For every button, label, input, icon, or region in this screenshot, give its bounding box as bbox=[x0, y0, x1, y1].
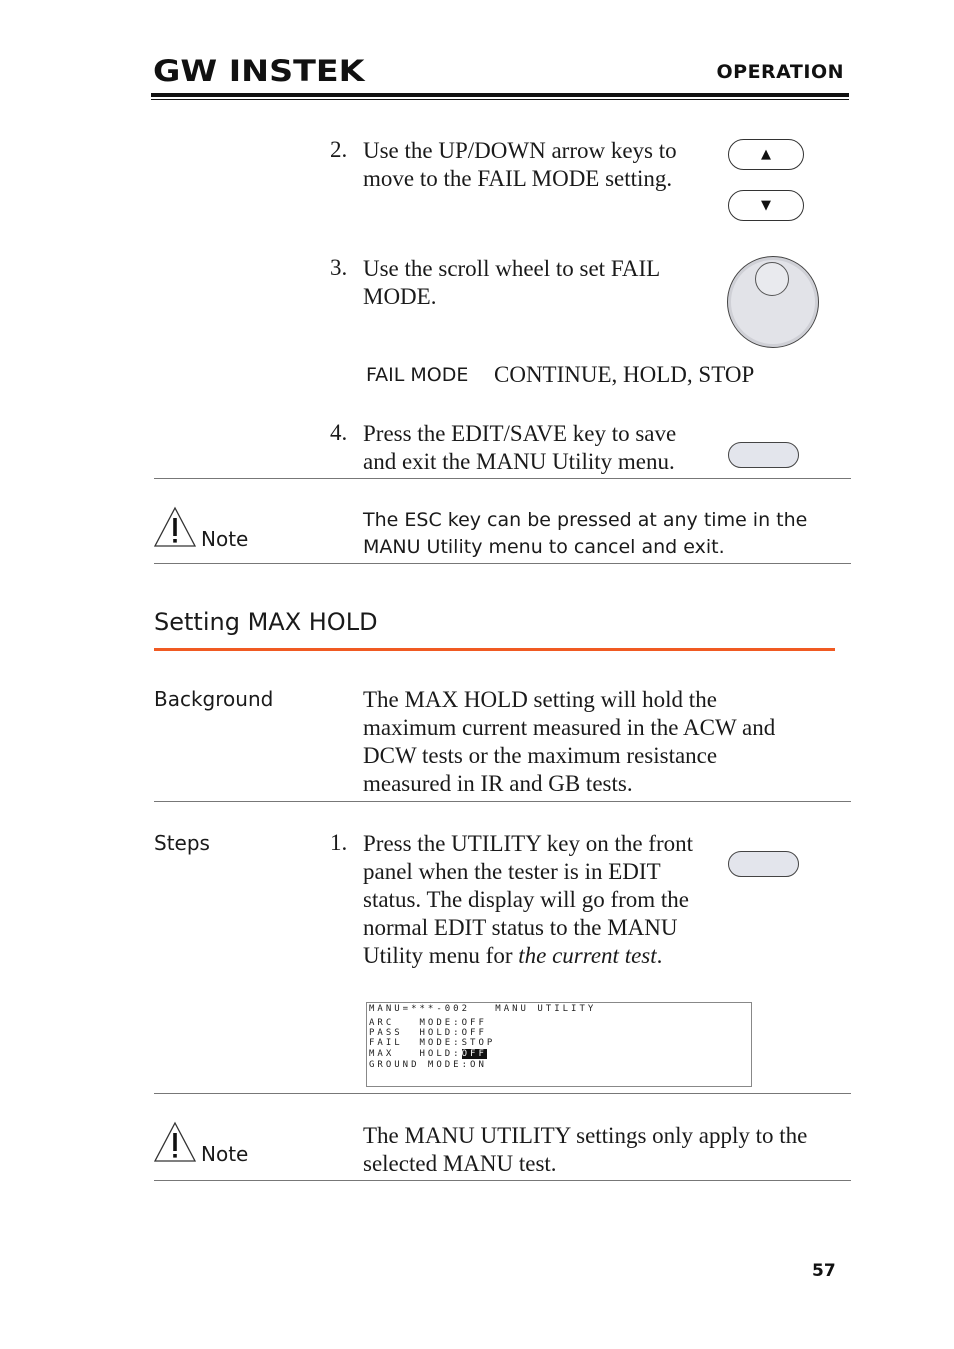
up-arrow-icon: ▲ bbox=[761, 147, 771, 162]
heading-underline bbox=[154, 648, 835, 651]
divider bbox=[154, 801, 851, 802]
page-number: 57 bbox=[812, 1261, 836, 1281]
scroll-wheel-dimple bbox=[755, 262, 789, 296]
lcd-line: MANU=***-002 MANU UTILITY bbox=[369, 1004, 597, 1014]
steps-label: Steps bbox=[154, 831, 210, 855]
lcd-line: ARC MODE:OFF bbox=[369, 1018, 487, 1028]
step-3-text: Use the scroll wheel to set FAIL MODE. bbox=[363, 256, 661, 309]
up-arrow-key[interactable] bbox=[728, 139, 804, 170]
step-4-text: Press the EDIT/SAVE key to save and exit the MANU Utility menu. bbox=[363, 421, 677, 474]
step-4-number: 4. bbox=[330, 420, 348, 445]
lcd-line: PASS HOLD:OFF bbox=[369, 1028, 487, 1038]
lcd-line: MAX HOLD:OFF bbox=[369, 1049, 487, 1059]
lcd-line: FAIL MODE:STOP bbox=[369, 1038, 496, 1048]
fail-mode-label: FAIL MODE bbox=[366, 364, 469, 386]
divider bbox=[154, 1180, 851, 1181]
utility-key[interactable] bbox=[728, 851, 799, 877]
lcd-line: GROUND MODE:ON bbox=[369, 1060, 487, 1070]
section-heading: Setting MAX HOLD bbox=[154, 608, 378, 636]
fail-mode-options: CONTINUE, HOLD, STOP bbox=[494, 362, 755, 387]
warning-icon bbox=[153, 506, 197, 548]
section-header: OPERATION bbox=[716, 61, 844, 83]
down-arrow-icon: ▼ bbox=[761, 198, 771, 213]
background-label: Background bbox=[154, 687, 274, 711]
note-label: Note bbox=[201, 527, 249, 551]
note-label: Note bbox=[201, 1142, 249, 1166]
step-2-text: Use the UP/DOWN arrow keys to move to the FAIL MODE setting. bbox=[363, 138, 677, 191]
background-text: The MAX HOLD setting will hold the maximum current measured in the ACW and DCW tests or the maximum resistance measured in IR and GB tests. bbox=[363, 687, 776, 796]
divider bbox=[154, 1093, 851, 1094]
lcd-highlighted-value: OFF bbox=[461, 1049, 487, 1059]
step-3-number: 3. bbox=[330, 255, 348, 280]
edit-save-key[interactable] bbox=[728, 442, 799, 468]
header-rule-thin bbox=[151, 99, 849, 100]
note-text: The MANU UTILITY settings only apply to the selected MANU test. bbox=[363, 1123, 808, 1176]
warning-icon bbox=[153, 1121, 197, 1163]
divider bbox=[154, 563, 851, 564]
gw-instek-logo: GW INSTEK bbox=[153, 54, 365, 88]
step-1-number: 1. bbox=[330, 830, 348, 855]
note-text: The ESC key can be pressed at any time in the MANU Utility menu to cancel and exit. bbox=[363, 509, 808, 558]
step-2-number: 2. bbox=[330, 137, 348, 162]
divider bbox=[154, 478, 851, 479]
down-arrow-key[interactable] bbox=[728, 190, 804, 221]
step-1-text: Press the UTILITY key on the front panel when the tester is in EDIT status. The display will go from the normal EDIT status to the MANU Utility menu for the current test. bbox=[363, 831, 694, 968]
lcd-display bbox=[366, 1002, 752, 1087]
header-rule bbox=[151, 93, 849, 97]
